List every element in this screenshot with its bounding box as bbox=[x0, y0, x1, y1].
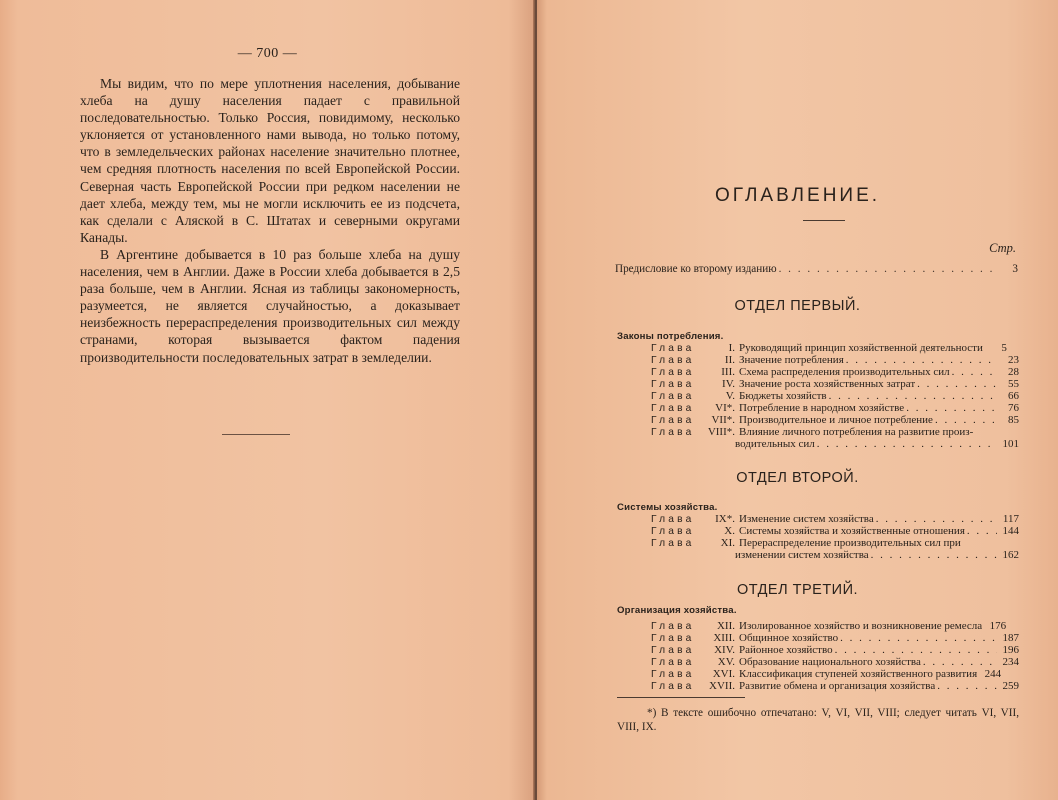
toc-chapter bbox=[651, 621, 1019, 633]
right-page bbox=[537, 0, 1058, 800]
chapter-num: XIII. bbox=[713, 632, 735, 644]
chapter-title: Производительное и личное потребление bbox=[739, 415, 933, 426]
section-title: Организация хозяйства. bbox=[617, 605, 737, 616]
footnote: *) В тексте ошибочно отпечатано: V, VI, VII, VIII; следует читать VI, VII, VIII, IX. bbox=[617, 707, 1019, 733]
dot-leader bbox=[876, 514, 997, 526]
chapter-word: Глава bbox=[651, 526, 695, 537]
chapter-title: Потребление в народном хозяйстве bbox=[739, 403, 905, 414]
chapter-page: 234 bbox=[1002, 656, 1019, 668]
chapter-page: 176 bbox=[989, 620, 1007, 632]
department-title: ОТДЕЛ ТРЕТИЙ. bbox=[736, 582, 859, 598]
chapter-word: Глава bbox=[651, 343, 695, 354]
dot-leader bbox=[935, 415, 997, 427]
toc-chapter bbox=[651, 415, 1019, 427]
chapter-num: X. bbox=[724, 525, 735, 537]
page-number: — 700 — bbox=[237, 46, 298, 61]
toc-title: ОГЛАВЛЕНИЕ. bbox=[714, 185, 881, 206]
paragraph: Мы видим, что по мере уплотнения населения, добывание хлеба на душу населения падает с правильной последовательностью. Только Россия, повидимому, несколько уклоняется от установленного нами вывода, но только потому, что в земледельческих районах население значительно плотнее, чем средняя плотность населения по всей Европейской России. Северная часть Европейской России при редком населении не дает хлеба, между тем, мы не могли исключить ее из подсчета, как сделали с Аляской в С. Штатах и северными округами Канады. bbox=[80, 76, 460, 245]
chapter-word: Глава bbox=[651, 403, 695, 414]
department-title: ОТДЕЛ ВТОРОЙ. bbox=[736, 470, 859, 486]
dot-leader bbox=[952, 367, 997, 379]
chapter-num: V. bbox=[725, 390, 735, 402]
dot-leader bbox=[829, 391, 997, 403]
toc-chapter bbox=[651, 367, 1019, 379]
chapter-num: XVII. bbox=[709, 680, 735, 692]
entry-page: 3 bbox=[1012, 263, 1018, 275]
chapter-word: Глава bbox=[651, 669, 695, 680]
chapter-word: Глава bbox=[651, 367, 695, 378]
chapter-num: VII*. bbox=[711, 414, 735, 426]
toc-chapter bbox=[651, 669, 1019, 681]
chapter-page: 5 bbox=[1001, 342, 1007, 354]
toc-chapter bbox=[651, 657, 1019, 669]
chapter-title: Значение потребления bbox=[739, 355, 844, 366]
chapter-num: XVI. bbox=[712, 668, 735, 680]
toc-chapter-continuation bbox=[735, 439, 1019, 451]
chapter-title: Образование национального хозяйства bbox=[739, 657, 921, 668]
toc-chapter bbox=[651, 403, 1019, 415]
chapter-title: Классификация ступеней хозяйственного развития bbox=[739, 669, 978, 680]
chapter-page: 144 bbox=[1002, 525, 1019, 537]
toc-chapter bbox=[651, 514, 1019, 526]
chapter-word: Глава bbox=[651, 645, 695, 656]
chapter-word: Глава bbox=[651, 657, 695, 668]
section-title: Системы хозяйства. bbox=[617, 502, 718, 513]
footnote-rule bbox=[617, 697, 745, 698]
chapter-num: III. bbox=[721, 366, 735, 378]
chapter-title: Изменение систем хозяйства bbox=[739, 514, 874, 525]
chapter-title: Общинное хозяйство bbox=[739, 633, 839, 644]
chapter-page: 187 bbox=[1002, 632, 1019, 644]
chapter-word: Глава bbox=[651, 415, 695, 426]
dot-leader bbox=[840, 633, 997, 645]
chapter-title: Бюджеты хозяйств bbox=[739, 391, 827, 402]
chapter-num: IV. bbox=[722, 378, 735, 390]
dot-leader bbox=[917, 379, 997, 391]
chapter-num: I. bbox=[728, 342, 735, 354]
chapter-page: 117 bbox=[1002, 513, 1019, 525]
dot-leader bbox=[967, 526, 997, 538]
department-title: ОТДЕЛ ПЕРВЫЙ. bbox=[734, 298, 861, 314]
title-rule bbox=[803, 220, 845, 221]
chapter-title-cont: изменении систем хозяйства bbox=[735, 549, 869, 561]
chapter-word: Глава bbox=[651, 633, 695, 644]
chapter-title: Перераспределение производительных сил при bbox=[739, 538, 961, 549]
chapter-page: 66 bbox=[1008, 390, 1019, 402]
chapter-word: Глава bbox=[651, 379, 695, 390]
chapter-page: 101 bbox=[1002, 438, 1019, 450]
dot-leader bbox=[923, 657, 997, 669]
chapter-page: 76 bbox=[1008, 402, 1019, 414]
dot-leader bbox=[846, 355, 997, 367]
chapter-title: Значение роста хозяйственных затрат bbox=[739, 379, 916, 390]
chapter-title: Изолированное хозяйство и возникновение ремесла bbox=[739, 621, 983, 632]
paragraph: В Аргентине добывается в 10 раз больше хлеба на душу населения, чем в Англии. Даже в России хлеба добывается в 2,5 раза больше, чем в Англии. Ясная из таблицы закономерность, разумеется, не является случайностью, а доказывает неизбежность перераспределения производительных сил между странами, которая вызывается фактом падения производительности последовательных затрат в земледелии. bbox=[80, 246, 460, 365]
toc-chapter bbox=[651, 526, 1019, 538]
chapter-num: VI*. bbox=[715, 402, 735, 414]
dot-leader bbox=[817, 439, 997, 451]
body-text bbox=[80, 75, 460, 366]
chapter-title: Развитие обмена и организация хозяйства bbox=[739, 681, 936, 692]
chapter-title: Руководящий принцип хозяйственной деятельности bbox=[739, 343, 983, 354]
chapter-num: IX*. bbox=[715, 513, 735, 525]
chapter-title-cont: водительных сил bbox=[735, 438, 815, 450]
chapter-num: VIII*. bbox=[707, 426, 735, 438]
chapter-num: XV. bbox=[717, 656, 735, 668]
chapter-title: Влияние личного потребления на развитие произ- bbox=[739, 427, 974, 438]
end-rule bbox=[222, 434, 290, 435]
chapter-page: 28 bbox=[1008, 366, 1019, 378]
chapter-word: Глава bbox=[651, 514, 695, 525]
chapter-word: Глава bbox=[651, 681, 695, 692]
chapter-word: Глава bbox=[651, 355, 695, 366]
toc-chapter bbox=[651, 379, 1019, 391]
entry-title: Предисловие ко второму изданию bbox=[615, 263, 777, 275]
chapter-word: Глава bbox=[651, 621, 695, 632]
chapter-num: XII. bbox=[716, 620, 735, 632]
dot-leader bbox=[871, 550, 997, 562]
chapter-page: 55 bbox=[1008, 378, 1019, 390]
chapter-page: 23 bbox=[1008, 354, 1019, 366]
toc-chapter bbox=[651, 427, 1019, 439]
chapter-page: 196 bbox=[1002, 644, 1019, 656]
chapter-num: XIV. bbox=[714, 644, 735, 656]
toc-entry-preface bbox=[615, 263, 1018, 275]
toc-chapter bbox=[651, 343, 1019, 355]
chapter-page: 259 bbox=[1002, 680, 1019, 692]
toc-chapter bbox=[651, 681, 1019, 693]
chapter-word: Глава bbox=[651, 391, 695, 402]
toc-chapter bbox=[651, 538, 1019, 550]
toc-chapter bbox=[651, 645, 1019, 657]
chapter-num: II. bbox=[724, 354, 735, 366]
dot-leader bbox=[835, 645, 997, 657]
chapter-title: Системы хозяйства и хозяйственные отношения bbox=[739, 526, 965, 537]
chapter-page: 244 bbox=[984, 668, 1002, 680]
chapter-word: Глава bbox=[651, 538, 695, 549]
chapter-title: Районное хозяйство bbox=[739, 645, 833, 656]
section-title: Законы потребления. bbox=[617, 331, 724, 342]
chapter-word: Глава bbox=[651, 427, 695, 438]
page-column-label: Стр. bbox=[989, 241, 1016, 255]
chapter-title: Схема распределения производительных сил bbox=[739, 367, 950, 378]
dot-leader bbox=[779, 263, 994, 275]
toc-chapter bbox=[651, 355, 1019, 367]
chapter-page: 85 bbox=[1008, 414, 1019, 426]
toc-chapter bbox=[651, 391, 1019, 403]
chapter-num: XI. bbox=[720, 537, 735, 549]
toc-chapter bbox=[651, 633, 1019, 645]
dot-leader bbox=[937, 681, 997, 693]
toc-chapter-continuation bbox=[735, 550, 1019, 562]
dot-leader bbox=[906, 403, 997, 415]
chapter-page: 162 bbox=[1002, 549, 1019, 561]
